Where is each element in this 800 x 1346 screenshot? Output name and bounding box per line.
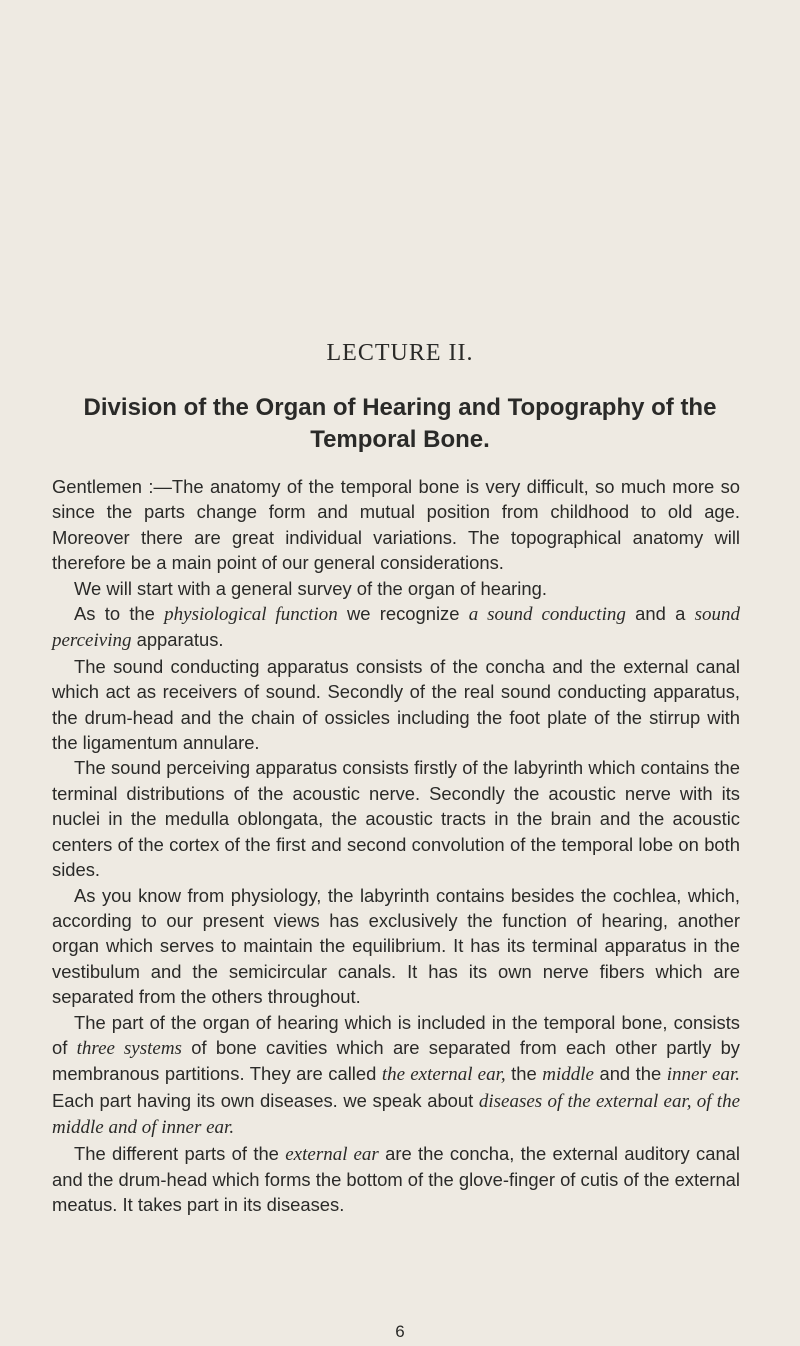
paragraph: We will start with a general survey of the organ of hearing. (74, 577, 547, 599)
text-run: and the (593, 1063, 667, 1085)
italic-phrase: a sound conducting (468, 604, 626, 626)
text-run: and a (625, 603, 695, 625)
italic-phrase: the external ear, (381, 1064, 506, 1086)
italic-phrase: physiological function (164, 604, 338, 626)
paragraph: As you know from physiology, the labyrinth contains besides the cochlea, which, according to our present views has exclusively the function of hearing, another organ which serves to maintain the equilibrium. It has its terminal apparatus in the vestibulum and the semicircular canals. It has its own nerve fibers which are separated from the others throughout. (52, 884, 740, 1008)
text-run: Each part having its own diseases. we speak about (52, 1089, 479, 1111)
italic-phrase: sound perceiving (52, 604, 740, 652)
text-run: of bone cavities which are separated from each other partly by membranous partitions. They are called (52, 1036, 740, 1085)
paragraph (52, 1141, 740, 1218)
text-run: the (505, 1063, 543, 1085)
italic-phrase: diseases of the external ear, of the middle and of inner ear. (52, 1090, 741, 1139)
text-run: As to the (74, 603, 165, 625)
paragraph: Gentlemen :—The anatomy of the temporal bone is very difficult, so much more so since the parts change form and mutual position from childhood to old age. Moreover there are great individual variations. The topographical anatomy will therefore be a main point of our general considerations. (52, 476, 740, 574)
paragraph: The sound conducting apparatus consists of the concha and the external canal which act as receivers of sound. Secondly of the real sound conducting apparatus, the drum-head and the chain of ossicles including the foot plate of the stirrup with the ligamentum annulare. (52, 655, 740, 754)
italic-phrase: middle (542, 1064, 594, 1086)
italic-phrase: inner ear. (666, 1064, 741, 1086)
paragraph (52, 601, 740, 654)
italic-phrase: external ear (285, 1143, 379, 1165)
lecture-heading: LECTURE II. (326, 340, 474, 366)
paragraph (52, 1010, 740, 1141)
chapter-title: Division of the Organ of Hearing and Topography of the Temporal Bone. (83, 394, 717, 453)
text-run: apparatus. (131, 629, 224, 651)
page-number: 6 (395, 1322, 405, 1341)
text-run: are the concha, the external auditory canal and the drum-head which forms the bottom of the glove-finger of cutis of the external meatus. It takes part in its diseases. (52, 1142, 740, 1216)
text-run: we recognize (337, 603, 469, 625)
text-run: The different parts of the (74, 1142, 286, 1164)
text-run: The part of the organ of hearing which is included in the temporal bone, consists of (52, 1011, 740, 1058)
body-text (52, 474, 740, 1218)
paragraph: The sound perceiving apparatus consists firstly of the labyrinth which contains the terminal distributions of the acoustic nerve. Secondly the acoustic nerve with its nuclei in the medulla oblongata, the acoustic tracts in the brain and the acoustic centers of the cortex of the first and second convolution of the temporal lobe on both sides. (52, 757, 740, 881)
italic-phrase: three systems (76, 1037, 182, 1059)
